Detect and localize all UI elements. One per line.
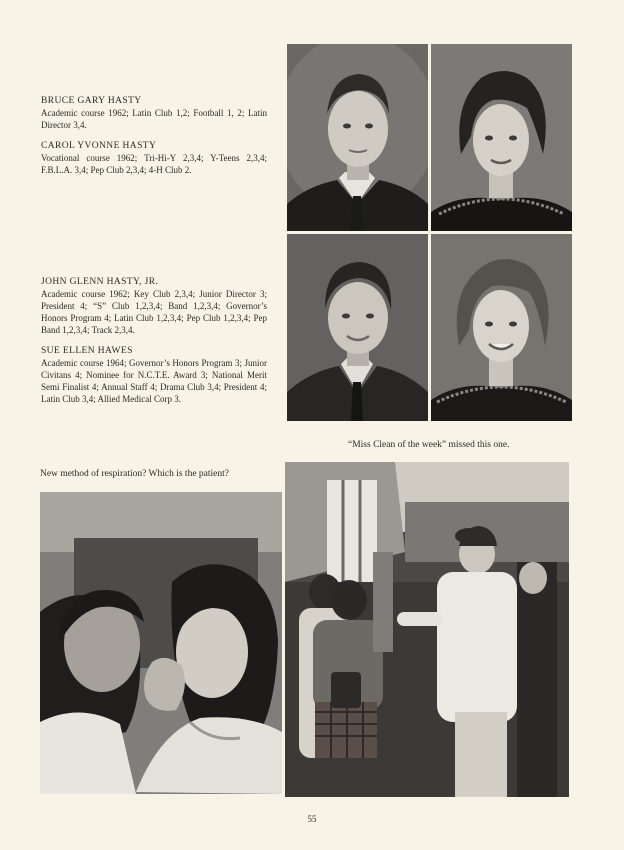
bio-name: JOHN GLENN HASTY, JR. <box>41 277 159 287</box>
bio-john-glenn-hasty-jr <box>41 277 267 336</box>
bio-name: SUE ELLEN HAWES <box>41 346 133 356</box>
bio-details: Academic course 1964; Governor’s Honors Program 3; Junior Civitans 4; Nominee for N.C.T.E. Award 3; National Merit Semi Finalist 4; Annual Staff 4; Drama Club 3,4; President 4; Latin Club 3,4; Allied Medical Corp 3. <box>41 358 267 404</box>
candid-photo-hallway <box>285 462 569 797</box>
portrait-bruce-gary-hasty <box>287 44 428 231</box>
portrait-john-glenn-hasty-jr <box>287 234 428 421</box>
candid-photo-respiration <box>40 492 282 794</box>
bio-name: BRUCE GARY HASTY <box>41 96 142 106</box>
page-number: 55 <box>307 814 317 824</box>
bio-carol-yvonne-hasty <box>41 141 267 176</box>
bio-details: Vocational course 1962; Tri-Hi-Y 2,3,4; Y-Teens 2,3,4; F.B.L.A. 3,4; Pep Club 2,3,4; 4-H Club 2. <box>41 153 267 175</box>
portrait-sue-ellen-hawes <box>431 234 572 421</box>
portrait-carol-yvonne-hasty <box>431 44 572 231</box>
caption-miss-clean: “Miss Clean of the week” missed this one. <box>348 440 510 450</box>
bio-bruce-gary-hasty <box>41 96 267 131</box>
bio-name: CAROL YVONNE HASTY <box>41 141 157 151</box>
bio-details: Academic course 1962; Key Club 2,3,4; Junior Director 3; President 4; “S” Club 1,2,3,4; Band 1,2,3,4; Governor’s Honors Program 4; Latin Club 1,2,3,4; Pep Club 1,2,3,4; Pep Band 1,2,3,4; Track 2,3,4. <box>41 289 267 335</box>
bio-details: Academic course 1962; Latin Club 1,2; Football 1, 2; Latin Director 3,4. <box>41 108 267 130</box>
bio-sue-ellen-hawes <box>41 346 267 405</box>
caption-respiration: New method of respiration? Which is the patient? <box>40 469 229 479</box>
